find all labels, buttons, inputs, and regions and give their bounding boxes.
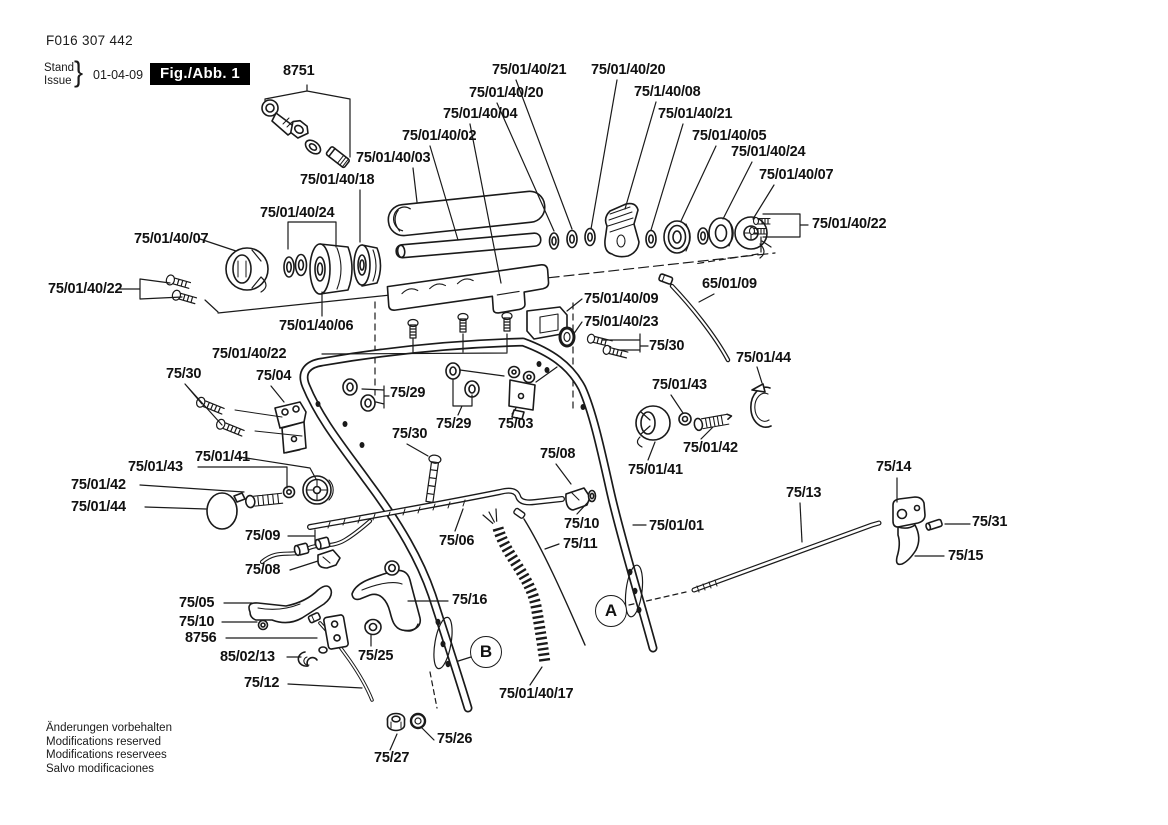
clamp-75-04 — [275, 402, 306, 453]
part-label-75-01-43: 75/01/43 — [128, 459, 183, 475]
right-washer-75-01-43 — [679, 413, 691, 425]
right-clip-75-01-44 — [751, 384, 771, 427]
part-label-75-29: 75/29 — [436, 416, 472, 432]
stand-label: Stand — [44, 62, 75, 74]
footer-note-line: Modifications reserved — [46, 735, 162, 748]
part-label-75-27: 75/27 — [374, 750, 410, 766]
part-label-75-30: 75/30 — [649, 338, 685, 354]
part-8751-assembly — [262, 85, 350, 168]
part-label-75-10: 75/10 — [179, 614, 215, 630]
part-label-75-08: 75/08 — [540, 446, 576, 462]
part-label-75-01-42: 75/01/42 — [71, 477, 126, 493]
clamp-75-08-center — [566, 488, 596, 510]
grip-foam — [387, 190, 546, 237]
pull-rod-75-13 — [694, 523, 879, 592]
footer-note-line: Modifications reservees — [46, 749, 167, 762]
part-label-75-01-40-06: 75/01/40/06 — [279, 318, 354, 334]
part-label-75-01-01: 75/01/01 — [649, 518, 704, 534]
part-label-75-26: 75/26 — [437, 731, 473, 747]
part-label-75-01-42: 75/01/42 — [683, 440, 738, 456]
part-label-75-03: 75/03 — [498, 416, 534, 432]
part-label-75-31: 75/31 — [972, 514, 1008, 530]
footer-note-line: Salvo modificaciones — [46, 762, 155, 775]
left-roller-group — [162, 244, 381, 306]
part-label-75-01-40-20: 75/01/40/20 — [591, 62, 666, 78]
part-label-75-01-40-24: 75/01/40/24 — [731, 144, 806, 160]
part-label-75-10: 75/10 — [564, 516, 600, 532]
footer-notes — [46, 722, 172, 776]
part-label-75-30: 75/30 — [392, 426, 428, 442]
part-label-75-25: 75/25 — [358, 648, 394, 664]
right-bolt-75-01-42 — [693, 413, 733, 431]
part-label-65-01-09: 65/01/09 — [702, 276, 757, 292]
part-label-75-01-40-23: 75/01/40/23 — [584, 314, 659, 330]
switch-housing — [527, 307, 574, 346]
part-label-75-01-40-21: 75/01/40/21 — [492, 62, 567, 78]
part-label-75-01-40-03: 75/01/40/03 — [356, 150, 431, 166]
part-label-75-16: 75/16 — [452, 592, 488, 608]
hardware-chain — [550, 204, 772, 258]
part-label-75-06: 75/06 — [439, 533, 475, 549]
trigger-75-14-15 — [893, 497, 943, 564]
footer-note-line: Änderungen vorbehalten — [46, 722, 172, 734]
section-marker-a: A — [595, 595, 627, 627]
part-label-75-01-40-22: 75/01/40/22 — [212, 346, 287, 362]
section-marker-b: B — [470, 636, 502, 668]
figure-badge: Fig./Abb. 1 — [150, 63, 250, 85]
part-label-75-05: 75/05 — [179, 595, 215, 611]
part-label-75-13: 75/13 — [786, 485, 822, 501]
lever-75-16 — [352, 561, 420, 635]
part-label-75-01-41: 75/01/41 — [628, 462, 683, 478]
part-label-75-01-40-09: 75/01/40/09 — [584, 291, 659, 307]
part-label-75-12: 75/12 — [244, 675, 280, 691]
part-label-75-01-40-02: 75/01/40/02 — [402, 128, 477, 144]
part-label-75-09: 75/09 — [245, 528, 281, 544]
brake-rod-75-06 — [310, 491, 562, 528]
part-label-75-01-43: 75/01/43 — [652, 377, 707, 393]
grip-tube — [396, 233, 542, 259]
part-label-75-08: 75/08 — [245, 562, 281, 578]
issue-date: 01-04-09 — [93, 68, 144, 82]
part-label-75-01-40-22: 75/01/40/22 — [48, 281, 123, 297]
apex-screws — [408, 313, 512, 339]
document-part-number: F016 307 442 — [46, 33, 133, 48]
clamp-75-03 — [509, 367, 536, 420]
part-label-75-01-40-20: 75/01/40/20 — [469, 85, 544, 101]
part-label-75-01-41: 75/01/41 — [195, 449, 250, 465]
part-label-75-01-44: 75/01/44 — [71, 499, 126, 515]
part-label-75-01-40-21: 75/01/40/21 — [658, 106, 733, 122]
part-label-75-11: 75/11 — [563, 536, 598, 552]
left-pulley-75-01-41 — [303, 476, 333, 504]
part-label-75-29: 75/29 — [390, 385, 426, 401]
issue-label: Issue — [44, 75, 72, 87]
grip-lower-shell — [387, 264, 551, 320]
stand-issue-block — [44, 62, 74, 88]
part-label-75-1-40-08: 75/1/40/08 — [634, 84, 701, 100]
part-label-75-04: 75/04 — [256, 368, 292, 384]
part-label-75-01-40-18: 75/01/40/18 — [300, 172, 375, 188]
part-label-75-01-40-24: 75/01/40/24 — [260, 205, 335, 221]
part-label-75-01-40-07: 75/01/40/07 — [759, 167, 834, 183]
left-bolt-75-01-42 — [245, 492, 283, 508]
part-label-85-02-13: 85/02/13 — [220, 649, 275, 665]
part-label-75-01-40-17: 75/01/40/17 — [499, 686, 574, 702]
right-clamp-75-01-41 — [636, 406, 670, 447]
part-label-75-14: 75/14 — [876, 459, 912, 475]
part-label-75-01-40-07: 75/01/40/07 — [134, 231, 209, 247]
left-disc-75-01-44 — [207, 493, 245, 529]
part-label-8756: 8756 — [185, 630, 217, 646]
left-washer-75-01-43 — [284, 487, 295, 498]
nut-75-27 — [388, 714, 426, 731]
part-label-75-01-40-04: 75/01/40/04 — [443, 106, 518, 122]
part-label-75-01-40-05: 75/01/40/05 — [692, 128, 767, 144]
clamp-75-08-left — [318, 550, 340, 568]
part-label-75-01-40-22: 75/01/40/22 — [812, 216, 887, 232]
part-label-8751: 8751 — [283, 63, 315, 79]
part-label-75-15: 75/15 — [948, 548, 984, 564]
part-label-75-01-44: 75/01/44 — [736, 350, 791, 366]
stand-issue-brace: } — [74, 56, 84, 88]
part-label-75-30: 75/30 — [166, 366, 202, 382]
